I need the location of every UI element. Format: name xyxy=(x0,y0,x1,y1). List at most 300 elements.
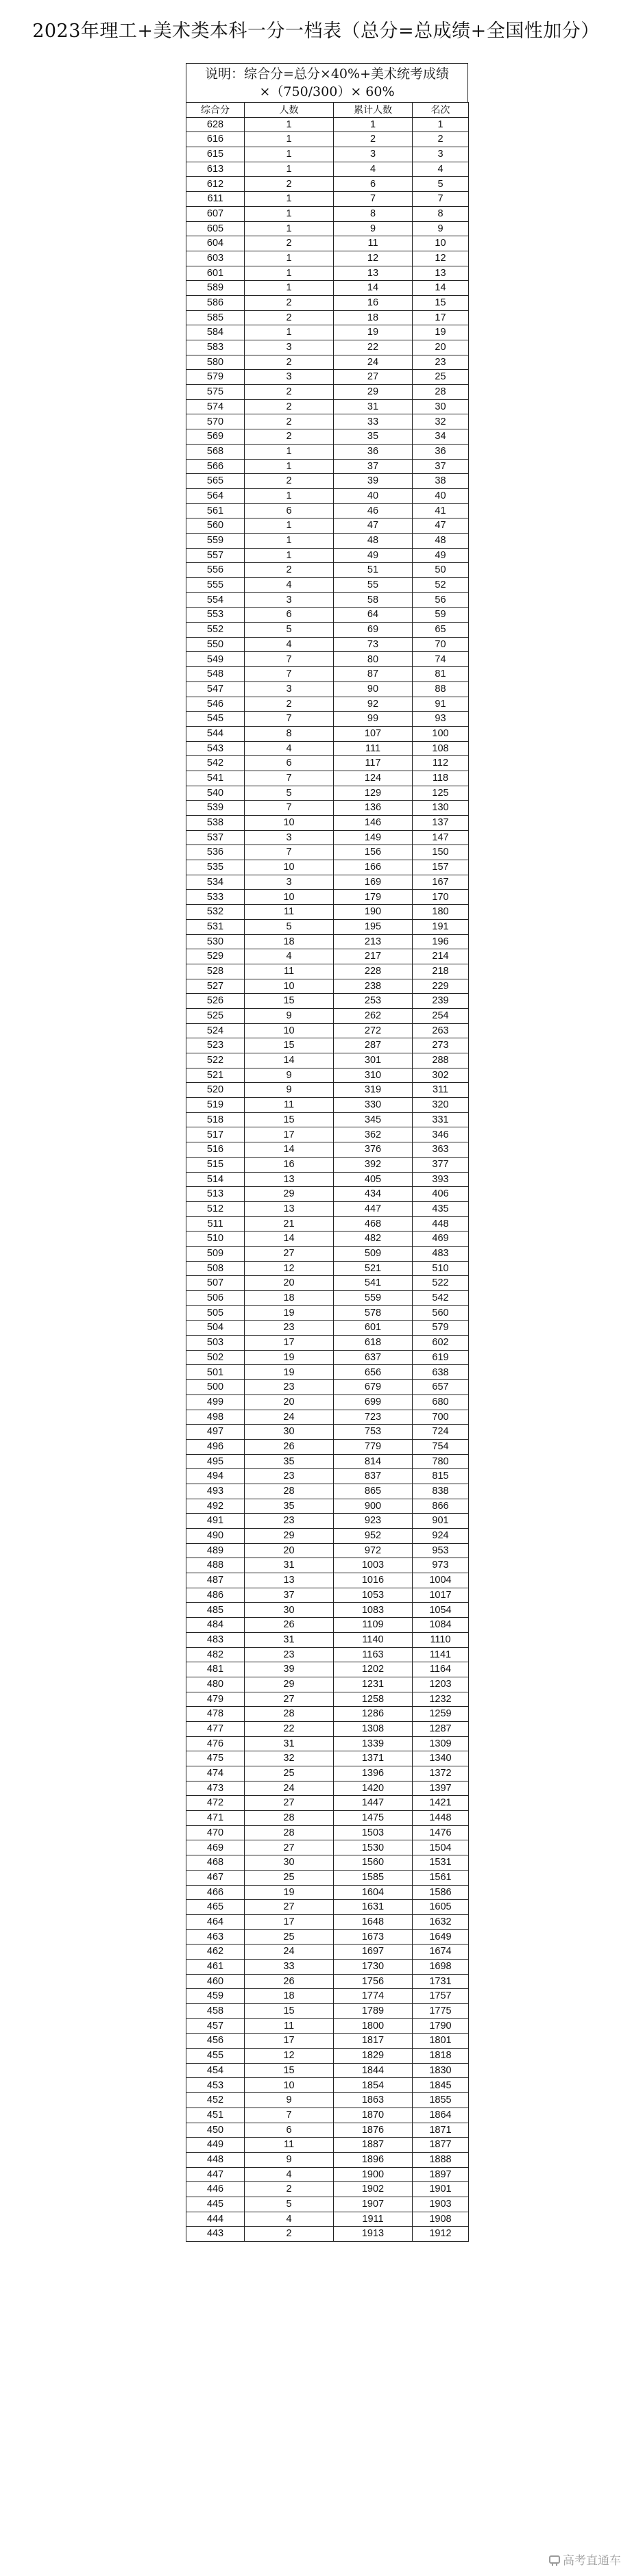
cell-score: 575 xyxy=(186,385,245,400)
cell-count: 2 xyxy=(245,310,334,325)
table-row xyxy=(186,1543,469,1558)
table-row xyxy=(186,949,469,964)
cell-rank: 170 xyxy=(413,890,469,905)
table-row xyxy=(186,1974,469,1989)
cell-count: 2 xyxy=(245,177,334,192)
cell-cumulative: 1447 xyxy=(334,1796,413,1811)
cell-rank: 1775 xyxy=(413,2004,469,2019)
cell-rank: 1203 xyxy=(413,1677,469,1692)
cell-score: 462 xyxy=(186,1944,245,1960)
cell-cumulative: 1756 xyxy=(334,1974,413,1989)
table-row xyxy=(186,608,469,623)
cell-score: 586 xyxy=(186,295,245,310)
cell-cumulative: 837 xyxy=(334,1469,413,1484)
table-row xyxy=(186,1900,469,1915)
cell-cumulative: 1258 xyxy=(334,1692,413,1707)
cell-count: 1 xyxy=(245,281,334,296)
cell-count: 7 xyxy=(245,801,334,816)
cell-score: 451 xyxy=(186,2108,245,2123)
cell-count: 14 xyxy=(245,1142,334,1158)
cell-score: 535 xyxy=(186,860,245,875)
table-row xyxy=(186,1365,469,1380)
cell-rank: 346 xyxy=(413,1127,469,1142)
cell-rank: 838 xyxy=(413,1484,469,1499)
cell-rank: 17 xyxy=(413,310,469,325)
cell-score: 513 xyxy=(186,1187,245,1202)
cell-score: 538 xyxy=(186,816,245,831)
cell-score: 607 xyxy=(186,206,245,221)
cell-cumulative: 1863 xyxy=(334,2093,413,2108)
table-row xyxy=(186,712,469,727)
cell-count: 1 xyxy=(245,444,334,459)
table-row xyxy=(186,295,469,310)
cell-cumulative: 6 xyxy=(334,177,413,192)
table-row xyxy=(186,1187,469,1202)
cell-score: 477 xyxy=(186,1721,245,1736)
cell-cumulative: 319 xyxy=(334,1083,413,1098)
cell-rank: 754 xyxy=(413,1439,469,1454)
table-row xyxy=(186,1172,469,1187)
cell-rank: 1757 xyxy=(413,1989,469,2004)
cell-cumulative: 779 xyxy=(334,1439,413,1454)
cell-count: 31 xyxy=(245,1632,334,1647)
cell-score: 454 xyxy=(186,2063,245,2078)
table-row xyxy=(186,816,469,831)
cell-count: 18 xyxy=(245,1989,334,2004)
cell-score: 585 xyxy=(186,310,245,325)
cell-count: 1 xyxy=(245,325,334,340)
cell-count: 15 xyxy=(245,994,334,1009)
cell-rank: 542 xyxy=(413,1291,469,1306)
table-row xyxy=(186,845,469,860)
cell-cumulative: 330 xyxy=(334,1098,413,1113)
cell-count: 21 xyxy=(245,1216,334,1231)
table-row xyxy=(186,355,469,370)
cell-score: 545 xyxy=(186,712,245,727)
cell-count: 24 xyxy=(245,1781,334,1796)
cell-cumulative: 1371 xyxy=(334,1751,413,1766)
cell-rank: 12 xyxy=(413,251,469,266)
table-row xyxy=(186,1840,469,1855)
cell-rank: 1830 xyxy=(413,2063,469,2078)
cell-cumulative: 1800 xyxy=(334,2018,413,2034)
cell-cumulative: 637 xyxy=(334,1350,413,1365)
cell-count: 31 xyxy=(245,1736,334,1751)
cell-count: 39 xyxy=(245,1662,334,1677)
cell-score: 504 xyxy=(186,1321,245,1336)
cell-score: 456 xyxy=(186,2034,245,2049)
cell-score: 468 xyxy=(186,1855,245,1871)
cell-count: 1 xyxy=(245,459,334,474)
table-row xyxy=(186,370,469,385)
cell-rank: 320 xyxy=(413,1098,469,1113)
cell-cumulative: 1870 xyxy=(334,2108,413,2123)
cell-rank: 93 xyxy=(413,712,469,727)
cell-score: 528 xyxy=(186,964,245,979)
cell-rank: 1864 xyxy=(413,2108,469,2123)
cell-cumulative: 1631 xyxy=(334,1900,413,1915)
cell-score: 447 xyxy=(186,2167,245,2182)
cell-cumulative: 14 xyxy=(334,281,413,296)
cell-count: 2 xyxy=(245,385,334,400)
cell-count: 27 xyxy=(245,1796,334,1811)
cell-count: 30 xyxy=(245,1855,334,1871)
cell-rank: 1309 xyxy=(413,1736,469,1751)
table-row xyxy=(186,726,469,741)
cell-count: 7 xyxy=(245,652,334,667)
cell-cumulative: 179 xyxy=(334,890,413,905)
cell-rank: 1649 xyxy=(413,1929,469,1944)
cell-score: 490 xyxy=(186,1529,245,1544)
table-row xyxy=(186,117,469,132)
cell-score: 509 xyxy=(186,1246,245,1261)
table-row xyxy=(186,1157,469,1172)
cell-score: 570 xyxy=(186,414,245,429)
cell-count: 25 xyxy=(245,1870,334,1885)
cell-score: 557 xyxy=(186,548,245,563)
cell-cumulative: 8 xyxy=(334,206,413,221)
table-row xyxy=(186,1929,469,1944)
cell-score: 502 xyxy=(186,1350,245,1365)
cell-score: 481 xyxy=(186,1662,245,1677)
table-row xyxy=(186,1201,469,1216)
cell-rank: 1674 xyxy=(413,1944,469,1960)
cell-rank: 1912 xyxy=(413,2227,469,2242)
cell-score: 460 xyxy=(186,1974,245,1989)
table-row xyxy=(186,2108,469,2123)
table-note-line-1: 说明：综合分=总分×40%+美术统考成绩 xyxy=(205,66,449,82)
cell-count: 17 xyxy=(245,1914,334,1929)
cell-count: 7 xyxy=(245,2108,334,2123)
cell-count: 26 xyxy=(245,1974,334,1989)
cell-cumulative: 46 xyxy=(334,503,413,518)
cell-score: 518 xyxy=(186,1112,245,1127)
cell-score: 527 xyxy=(186,979,245,994)
table-row xyxy=(186,905,469,920)
cell-score: 470 xyxy=(186,1825,245,1840)
cell-count: 17 xyxy=(245,1127,334,1142)
cell-score: 531 xyxy=(186,919,245,934)
cell-rank: 74 xyxy=(413,652,469,667)
cell-cumulative: 22 xyxy=(334,340,413,355)
cell-rank: 680 xyxy=(413,1395,469,1410)
cell-rank: 81 xyxy=(413,667,469,682)
cell-rank: 20 xyxy=(413,340,469,355)
cell-cumulative: 262 xyxy=(334,1008,413,1023)
cell-rank: 1397 xyxy=(413,1781,469,1796)
table-row xyxy=(186,1662,469,1677)
cell-score: 483 xyxy=(186,1632,245,1647)
cell-count: 4 xyxy=(245,741,334,756)
cell-rank: 1004 xyxy=(413,1573,469,1588)
cell-rank: 19 xyxy=(413,325,469,340)
cell-rank: 70 xyxy=(413,637,469,652)
cell-count: 23 xyxy=(245,1321,334,1336)
cell-score: 505 xyxy=(186,1305,245,1321)
cell-count: 9 xyxy=(245,1068,334,1083)
table-row xyxy=(186,1692,469,1707)
cell-rank: 229 xyxy=(413,979,469,994)
cell-rank: 1698 xyxy=(413,1959,469,1974)
cell-rank: 1340 xyxy=(413,1751,469,1766)
cell-rank: 1801 xyxy=(413,2034,469,2049)
table-row xyxy=(186,266,469,281)
table-row xyxy=(186,801,469,816)
table-row xyxy=(186,1751,469,1766)
cell-rank: 483 xyxy=(413,1246,469,1261)
table-row xyxy=(186,281,469,296)
cell-score: 458 xyxy=(186,2004,245,2019)
cell-score: 480 xyxy=(186,1677,245,1692)
cell-count: 10 xyxy=(245,860,334,875)
cell-count: 2 xyxy=(245,295,334,310)
table-row xyxy=(186,2063,469,2078)
table-row xyxy=(186,1142,469,1158)
cell-rank: 560 xyxy=(413,1305,469,1321)
cell-count: 32 xyxy=(245,1751,334,1766)
cell-cumulative: 723 xyxy=(334,1410,413,1425)
cell-count: 35 xyxy=(245,1454,334,1469)
table-header-row xyxy=(186,103,469,118)
cell-rank: 1888 xyxy=(413,2152,469,2167)
cell-count: 18 xyxy=(245,934,334,949)
cell-count: 1 xyxy=(245,518,334,534)
cell-rank: 125 xyxy=(413,786,469,801)
cell-score: 445 xyxy=(186,2197,245,2212)
cell-cumulative: 952 xyxy=(334,1529,413,1544)
cell-cumulative: 47 xyxy=(334,518,413,534)
cell-score: 491 xyxy=(186,1514,245,1529)
cell-score: 463 xyxy=(186,1929,245,1944)
cell-cumulative: 37 xyxy=(334,459,413,474)
table-row xyxy=(186,1023,469,1038)
cell-cumulative: 1053 xyxy=(334,1588,413,1603)
cell-cumulative: 3 xyxy=(334,147,413,162)
cell-count: 13 xyxy=(245,1201,334,1216)
cell-rank: 273 xyxy=(413,1038,469,1053)
cell-rank: 47 xyxy=(413,518,469,534)
table-row xyxy=(186,385,469,400)
cell-score: 479 xyxy=(186,1692,245,1707)
cell-rank: 50 xyxy=(413,563,469,578)
table-row xyxy=(186,934,469,949)
cell-rank: 866 xyxy=(413,1499,469,1514)
cell-count: 30 xyxy=(245,1603,334,1618)
cell-rank: 38 xyxy=(413,474,469,489)
cell-score: 499 xyxy=(186,1395,245,1410)
table-row xyxy=(186,1350,469,1365)
cell-score: 544 xyxy=(186,726,245,741)
cell-rank: 1877 xyxy=(413,2138,469,2153)
cell-score: 580 xyxy=(186,355,245,370)
cell-rank: 1164 xyxy=(413,1662,469,1677)
cell-cumulative: 7 xyxy=(334,192,413,207)
cell-count: 10 xyxy=(245,979,334,994)
table-row xyxy=(186,994,469,1009)
cell-cumulative: 55 xyxy=(334,578,413,593)
table-row xyxy=(186,1336,469,1351)
cell-cumulative: 1876 xyxy=(334,2123,413,2138)
table-row xyxy=(186,1008,469,1023)
table-row xyxy=(186,1885,469,1900)
table-row xyxy=(186,399,469,414)
cell-cumulative: 90 xyxy=(334,681,413,697)
cell-count: 11 xyxy=(245,905,334,920)
cell-cumulative: 1503 xyxy=(334,1825,413,1840)
cell-score: 539 xyxy=(186,801,245,816)
cell-count: 6 xyxy=(245,608,334,623)
cell-rank: 40 xyxy=(413,488,469,503)
cell-count: 28 xyxy=(245,1811,334,1826)
cell-rank: 602 xyxy=(413,1336,469,1351)
cell-rank: 37 xyxy=(413,459,469,474)
cell-rank: 638 xyxy=(413,1365,469,1380)
cell-count: 18 xyxy=(245,1291,334,1306)
cell-rank: 5 xyxy=(413,177,469,192)
cell-rank: 1901 xyxy=(413,2182,469,2197)
table-row xyxy=(186,830,469,845)
cell-score: 455 xyxy=(186,2049,245,2064)
page-title: 2023年理工+美术类本科一分一档表（总分=总成绩+全国性加分） xyxy=(32,21,600,42)
cell-rank: 1 xyxy=(413,117,469,132)
cell-cumulative: 1396 xyxy=(334,1766,413,1781)
cell-score: 498 xyxy=(186,1410,245,1425)
table-row xyxy=(186,1766,469,1781)
cell-count: 9 xyxy=(245,1083,334,1098)
cell-cumulative: 1003 xyxy=(334,1558,413,1573)
cell-count: 15 xyxy=(245,1112,334,1127)
cell-rank: 1054 xyxy=(413,1603,469,1618)
column-header-score: 综合分 xyxy=(186,103,245,118)
cell-cumulative: 13 xyxy=(334,266,413,281)
table-row xyxy=(186,1855,469,1871)
cell-rank: 191 xyxy=(413,919,469,934)
cell-score: 449 xyxy=(186,2138,245,2153)
cell-score: 526 xyxy=(186,994,245,1009)
cell-count: 11 xyxy=(245,964,334,979)
cell-rank: 973 xyxy=(413,1558,469,1573)
cell-score: 521 xyxy=(186,1068,245,1083)
watermark xyxy=(549,2551,621,2568)
cell-cumulative: 900 xyxy=(334,1499,413,1514)
cell-cumulative: 1829 xyxy=(334,2049,413,2064)
cell-cumulative: 16 xyxy=(334,295,413,310)
cell-count: 5 xyxy=(245,623,334,638)
table-row xyxy=(186,1558,469,1573)
cell-score: 566 xyxy=(186,459,245,474)
cell-cumulative: 146 xyxy=(334,816,413,831)
cell-count: 13 xyxy=(245,1172,334,1187)
cell-rank: 1586 xyxy=(413,1885,469,1900)
cell-score: 550 xyxy=(186,637,245,652)
table-row xyxy=(186,2197,469,2212)
cell-cumulative: 1286 xyxy=(334,1707,413,1722)
cell-rank: 8 xyxy=(413,206,469,221)
cell-cumulative: 111 xyxy=(334,741,413,756)
table-row xyxy=(186,1781,469,1796)
cell-cumulative: 1163 xyxy=(334,1647,413,1662)
cell-rank: 32 xyxy=(413,414,469,429)
cell-rank: 23 xyxy=(413,355,469,370)
cell-cumulative: 699 xyxy=(334,1395,413,1410)
cell-rank: 700 xyxy=(413,1410,469,1425)
cell-rank: 724 xyxy=(413,1425,469,1440)
cell-score: 476 xyxy=(186,1736,245,1751)
cell-rank: 1232 xyxy=(413,1692,469,1707)
cell-count: 11 xyxy=(245,1098,334,1113)
table-row xyxy=(186,2078,469,2093)
cell-count: 2 xyxy=(245,2182,334,2197)
cell-count: 19 xyxy=(245,1350,334,1365)
cell-cumulative: 228 xyxy=(334,964,413,979)
cell-score: 605 xyxy=(186,221,245,236)
cell-score: 522 xyxy=(186,1053,245,1068)
cell-count: 4 xyxy=(245,2167,334,2182)
cell-rank: 112 xyxy=(413,756,469,771)
cell-rank: 34 xyxy=(413,429,469,445)
cell-rank: 56 xyxy=(413,592,469,608)
cell-count: 4 xyxy=(245,2212,334,2227)
cell-score: 444 xyxy=(186,2212,245,2227)
cell-count: 23 xyxy=(245,1647,334,1662)
cell-cumulative: 35 xyxy=(334,429,413,445)
cell-score: 496 xyxy=(186,1439,245,1454)
cell-score: 547 xyxy=(186,681,245,697)
column-header-cumulative: 累计人数 xyxy=(334,103,413,118)
cell-count: 28 xyxy=(245,1707,334,1722)
cell-rank: 180 xyxy=(413,905,469,920)
cell-rank: 619 xyxy=(413,1350,469,1365)
cell-score: 533 xyxy=(186,890,245,905)
table-row xyxy=(186,325,469,340)
cell-cumulative: 310 xyxy=(334,1068,413,1083)
cell-score: 543 xyxy=(186,741,245,756)
cell-count: 7 xyxy=(245,771,334,786)
cell-count: 10 xyxy=(245,890,334,905)
table-row xyxy=(186,1647,469,1662)
cell-rank: 435 xyxy=(413,1201,469,1216)
cell-cumulative: 39 xyxy=(334,474,413,489)
cell-score: 443 xyxy=(186,2227,245,2242)
cell-count: 8 xyxy=(245,726,334,741)
cell-cumulative: 156 xyxy=(334,845,413,860)
cell-score: 565 xyxy=(186,474,245,489)
table-row xyxy=(186,2138,469,2153)
cell-score: 459 xyxy=(186,1989,245,2004)
cell-score: 517 xyxy=(186,1127,245,1142)
cell-score: 603 xyxy=(186,251,245,266)
cell-cumulative: 107 xyxy=(334,726,413,741)
table-row xyxy=(186,1305,469,1321)
cell-cumulative: 1308 xyxy=(334,1721,413,1736)
cell-score: 579 xyxy=(186,370,245,385)
cell-score: 560 xyxy=(186,518,245,534)
table-row xyxy=(186,132,469,147)
table-row xyxy=(186,1811,469,1826)
cell-count: 27 xyxy=(245,1692,334,1707)
cell-score: 548 xyxy=(186,667,245,682)
cell-rank: 4 xyxy=(413,162,469,177)
cell-rank: 1632 xyxy=(413,1914,469,1929)
cell-score: 464 xyxy=(186,1914,245,1929)
cell-rank: 579 xyxy=(413,1321,469,1336)
cell-cumulative: 129 xyxy=(334,786,413,801)
cell-cumulative: 2 xyxy=(334,132,413,147)
cell-count: 20 xyxy=(245,1543,334,1558)
cell-count: 3 xyxy=(245,875,334,890)
cell-rank: 1908 xyxy=(413,2212,469,2227)
cell-score: 475 xyxy=(186,1751,245,1766)
